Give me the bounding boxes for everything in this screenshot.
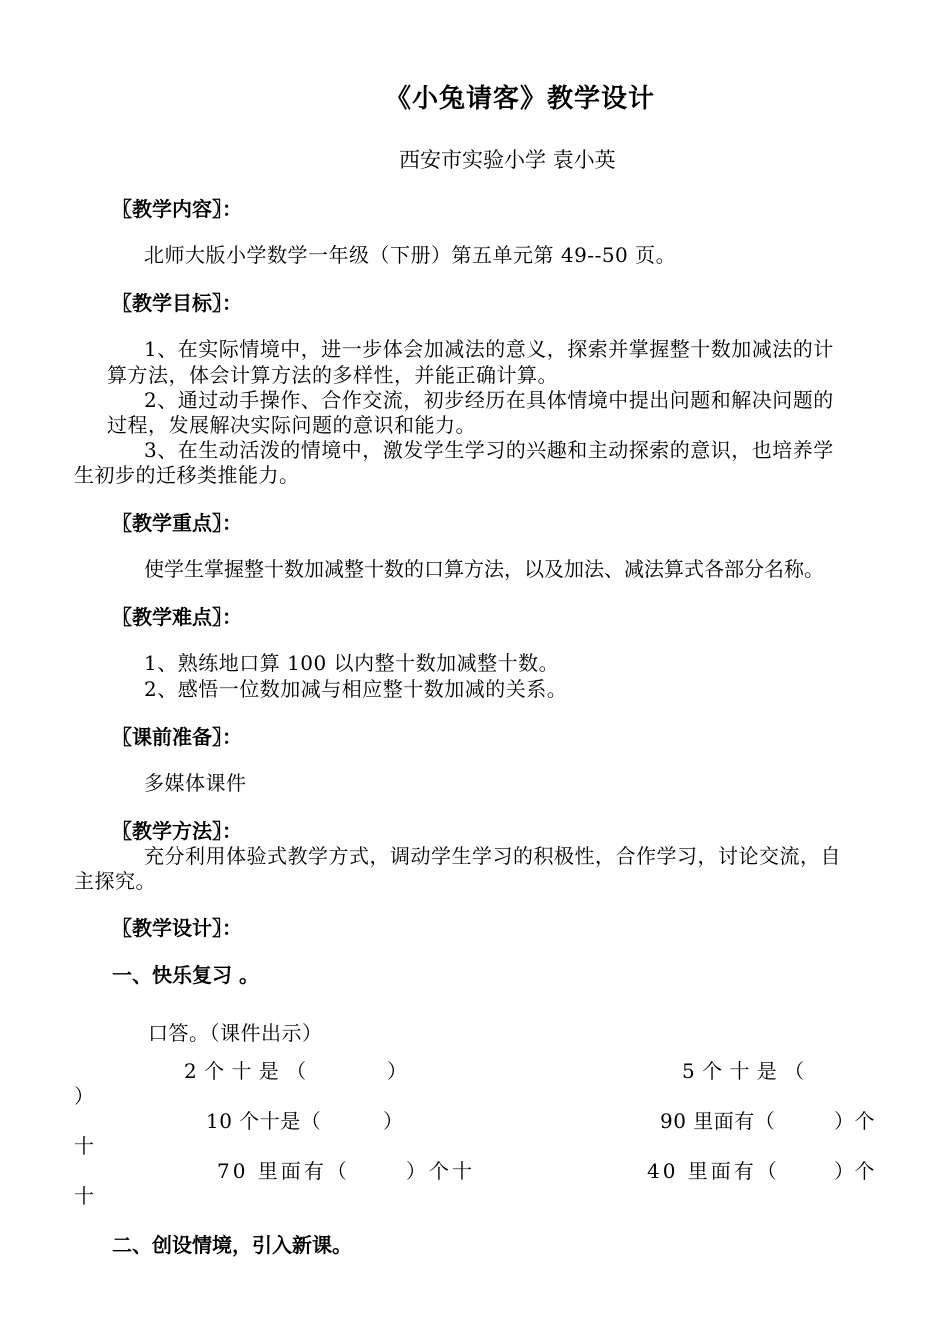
goals-line: 1、在实际情境中，进一步体会加减法的意义，探索并掌握整十数加减法的计 [144,337,834,361]
goals-line: 生初步的迁移类推能力。 [74,463,300,487]
oral-question-wrap: 十 [74,1134,95,1158]
preparation-text: 多媒体课件 [144,771,247,795]
methods-line: 充分利用体验式教学方式，调动学生学习的积极性，合作学习，讨论交流，自 [144,844,841,868]
document-title: 《小兔请客》教学设计 [385,84,656,114]
section-heading-preparation: 〖课前准备〗： [112,725,242,749]
oral-question-close: ） [387,1059,408,1083]
oral-question-wrap: 十 [74,1184,95,1208]
document-author: 西安市实验小学 袁小英 [399,148,616,172]
section-heading-methods: 〖教学方法〗： [112,819,242,843]
oral-question-tail: ）个十 [406,1159,475,1183]
section-heading-design: 〖教学设计〗： [112,916,242,940]
section-heading-difficulties: 〖教学难点〗： [112,605,242,629]
methods-line: 主探究。 [74,869,156,893]
oral-question-tail: ）个 [834,1109,875,1133]
key-points-text: 使学生掌握整十数加减整十数的口算方法，以及加法、减法算式各部分名称。 [144,557,824,581]
oral-question-tail: ）个 [834,1159,875,1183]
goals-line: 过程，发展解决实际问题的意识和能力。 [107,413,476,437]
oral-question: 5 个 十 是 （ [682,1059,805,1083]
goals-line: 2、通过动手操作、合作交流，初步经历在具体情境中提出问题和解决问题的 [144,388,834,412]
difficulties-line: 2、感悟一位数加减与相应整十数加减的关系。 [144,677,568,701]
design-part1-heading: 一、快乐复习 。 [112,963,259,987]
oral-question: 2 个 十 是 （ [184,1059,307,1083]
oral-question: 90 里面有（ [660,1109,776,1133]
oral-question: 70 里面有（ [217,1159,350,1183]
content-text: 北师大版小学数学一年级（下册）第五单元第 49--50 页。 [144,243,677,267]
design-part2-heading: 二、创设情境，引入新课。 [112,1233,352,1257]
section-heading-key-points: 〖教学重点〗： [112,511,242,535]
section-heading-content: 〖教学内容〗： [112,197,242,221]
oral-question: 10 个十是（ [206,1109,322,1133]
goals-line: 3、在生动活泼的情境中，激发学生学习的兴趣和主动探索的意识，也培养学 [144,438,834,462]
oral-question: 40 里面有（ [647,1159,780,1183]
oral-question-close: ） [383,1109,404,1133]
difficulties-line: 1、熟练地口算 100 以内整十数加减整十数。 [144,651,560,675]
goals-line: 算方法，体会计算方法的多样性，并能正确计算。 [107,363,558,387]
design-part1-intro: 口答。（课件出示） [148,1021,323,1045]
section-heading-goals: 〖教学目标〗： [112,291,242,315]
oral-question-wrap: ） [74,1084,95,1108]
